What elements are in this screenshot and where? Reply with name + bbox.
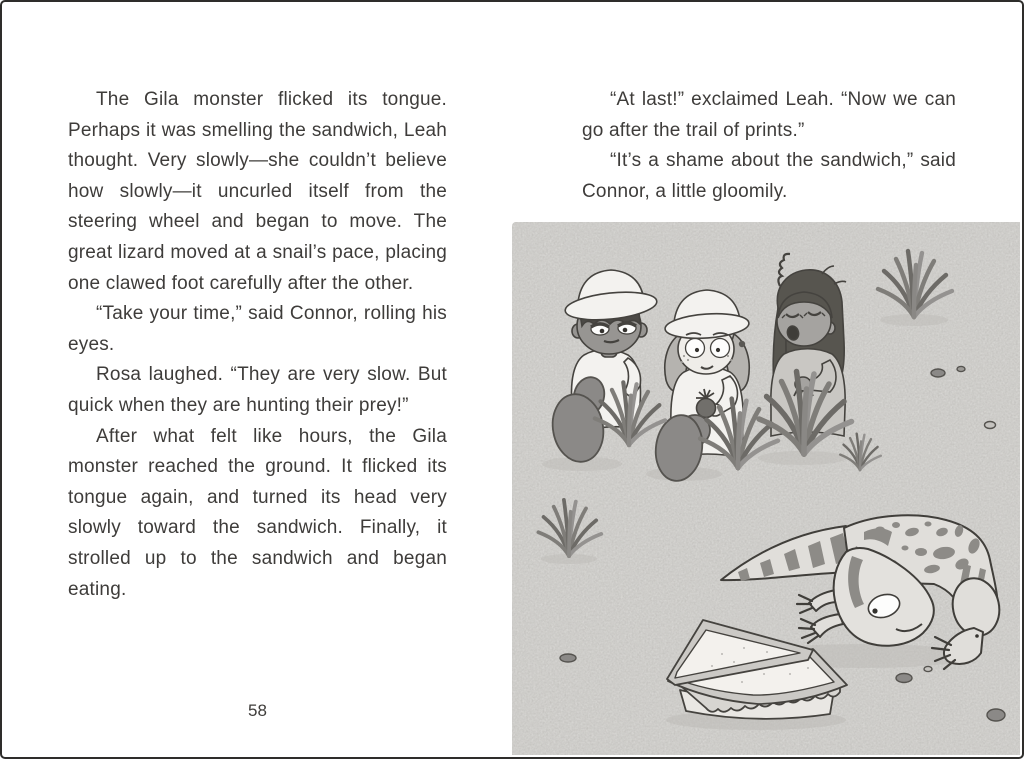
paragraph: “At last!” exclaimed Leah. “Now we can go after the trail of prints.” — [582, 89, 956, 141]
story-illustration — [512, 222, 1020, 755]
pebble — [560, 654, 576, 662]
paragraph: Rosa laughed. “They are very slow. But quick when they are hunting their prey!” — [68, 364, 447, 416]
pebble — [931, 369, 945, 377]
pebble — [985, 422, 996, 429]
paragraph: The Gila monster flicked its tongue. Perhaps it was smelling the sandwich, Leah thought. Very slowly—she couldn’t believe how slowly—it uncurled itself from the steering wheel and began to move. The great lizard moved at a snail’s pace, placing one clawed foot carefully after the other. — [68, 89, 447, 294]
pebble — [957, 366, 965, 371]
pebble — [987, 709, 1005, 721]
pebble — [896, 674, 912, 683]
paragraph: After what felt like hours, the Gila monster reached the ground. It flicked its tongue again, and turned its head very slowly toward the sandwich. Finally, it strolled up to the sandwich and began eating. — [68, 425, 447, 600]
paragraph: “It’s a shame about the sandwich,” said Connor, a little gloomily. — [582, 150, 956, 202]
left-page-text — [68, 85, 447, 605]
page-number: 58 — [248, 701, 267, 720]
pebble — [924, 666, 932, 671]
right-page-text — [582, 85, 956, 207]
lizard-pupil — [872, 608, 877, 613]
paragraph: “Take your time,” said Connor, rolling his eyes. — [68, 303, 447, 355]
girl-hairclip — [739, 341, 745, 347]
